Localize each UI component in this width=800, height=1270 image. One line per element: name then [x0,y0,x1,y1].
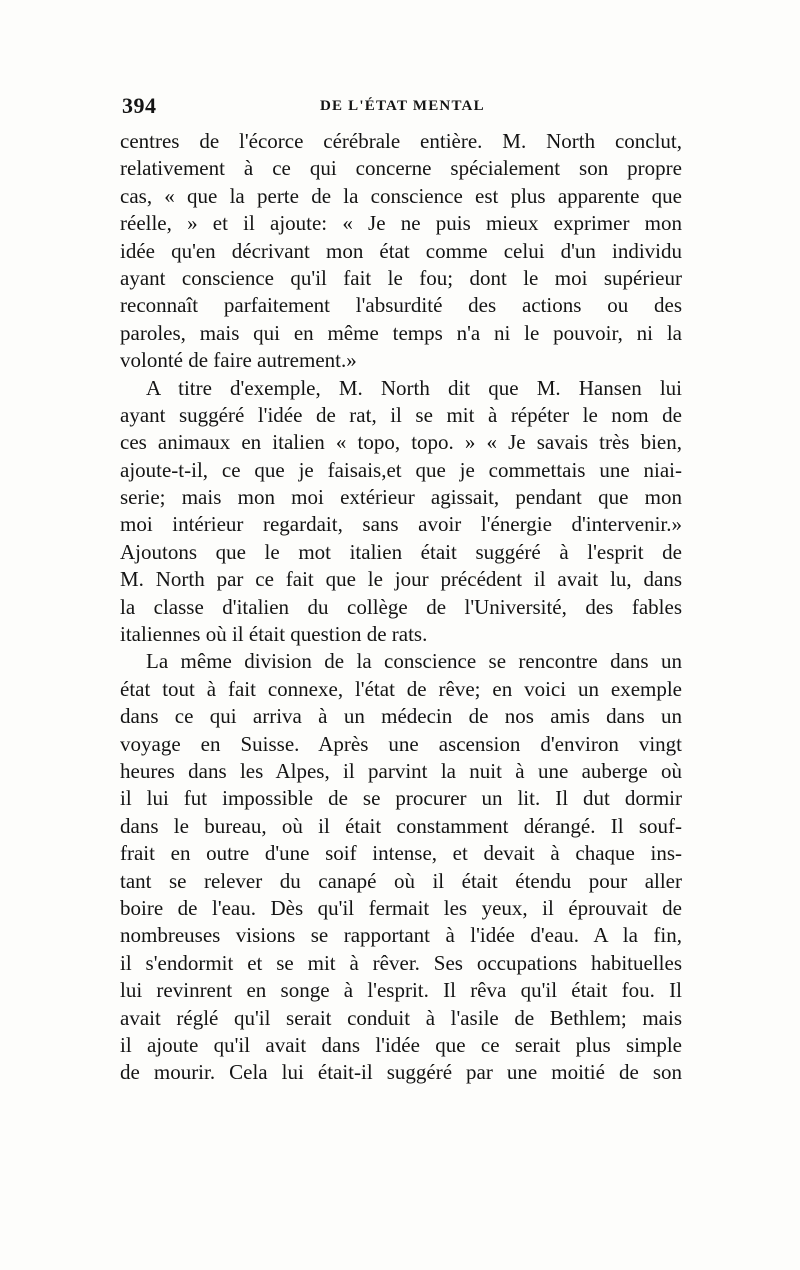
text-line: heures dans les Alpes, il parvint la nuit à une auberge où [120,758,682,783]
text-line: boire de l'eau. Dès qu'il fermait les yeux, il éprouvait de [120,895,682,920]
text-line: avait réglé qu'il serait conduit à l'asile de Bethlem; mais [120,1005,682,1030]
paragraph-start-line: A titre d'exemple, M. North dit que M. Hansen lui [146,375,682,400]
text-line: il s'endormit et se mit à rêver. Ses occupations habituelles [120,950,682,975]
text-line: voyage en Suisse. Après une ascension d'environ vingt [120,731,682,756]
text-line: ajoute-t-il, ce que je faisais,et que je commettais une niai- [120,457,682,482]
text-line: Ajoutons que le mot italien était suggéré à l'esprit de [120,539,682,564]
text-line: dans le bureau, où il était constamment dérangé. Il souf- [120,813,682,838]
text-line: état tout à fait connexe, l'état de rêve; en voici un exemple [120,676,682,701]
text-line: reconnaît parfaitement l'absurdité des actions ou des [120,293,682,318]
text-line: italiennes où il était question de rats. [120,622,428,647]
page-number: 394 [122,93,157,118]
text-line: idée qu'en décrivant mon état comme celui d'un individu [120,238,682,263]
text-line: ayant conscience qu'il fait le fou; dont le moi supérieur [120,265,682,290]
text-line: M. North par ce fait que le jour précédent il avait lu, dans [120,567,682,592]
text-line: serie; mais mon moi extérieur agissait, pendant que mon [120,485,682,510]
text-line: frait en outre d'une soif intense, et devait à chaque ins- [120,841,682,866]
body-text [120,128,682,1087]
text-line: ces animaux en italien « topo, topo. » « Je savais très bien, [120,430,682,455]
text-line: dans ce qui arriva à un médecin de nos amis dans un [120,704,682,729]
text-line: volonté de faire autrement.» [120,348,357,373]
text-line: il lui fut impossible de se procurer un lit. Il dut dormir [120,786,682,811]
text-line: la classe d'italien du collège de l'Université, des fables [120,594,682,619]
text-line: nombreuses visions se rapportant à l'idée d'eau. A la fin, [120,923,682,948]
text-line: cas, « que la perte de la conscience est plus apparente que [120,183,682,208]
text-line: réelle, » et il ajoute: « Je ne puis mieux exprimer mon [120,211,682,236]
text-line: moi intérieur regardait, sans avoir l'énergie d'intervenir.» [120,512,682,537]
page-header [122,93,684,121]
text-line: de mourir. Cela lui était-il suggéré par une moitié de son [120,1060,682,1085]
text-line: relativement à ce qui concerne spécialement son propre [120,156,682,181]
paragraph-start-line: La même division de la conscience se rencontre dans un [146,649,682,674]
text-line: paroles, mais qui en même temps n'a ni le pouvoir, ni la [120,320,682,345]
text-line: tant se relever du canapé où il était étendu pour aller [120,868,682,893]
text-line: centres de l'écorce cérébrale entière. M. North conclut, [120,129,682,153]
running-head: DE L'ÉTAT MENTAL [320,98,485,114]
text-line: ayant suggéré l'idée de rat, il se mit à répéter le nom de [120,402,682,427]
text-line: il ajoute qu'il avait dans l'idée que ce serait plus simple [120,1032,682,1057]
text-line: lui revinrent en songe à l'esprit. Il rêva qu'il était fou. Il [120,978,682,1003]
